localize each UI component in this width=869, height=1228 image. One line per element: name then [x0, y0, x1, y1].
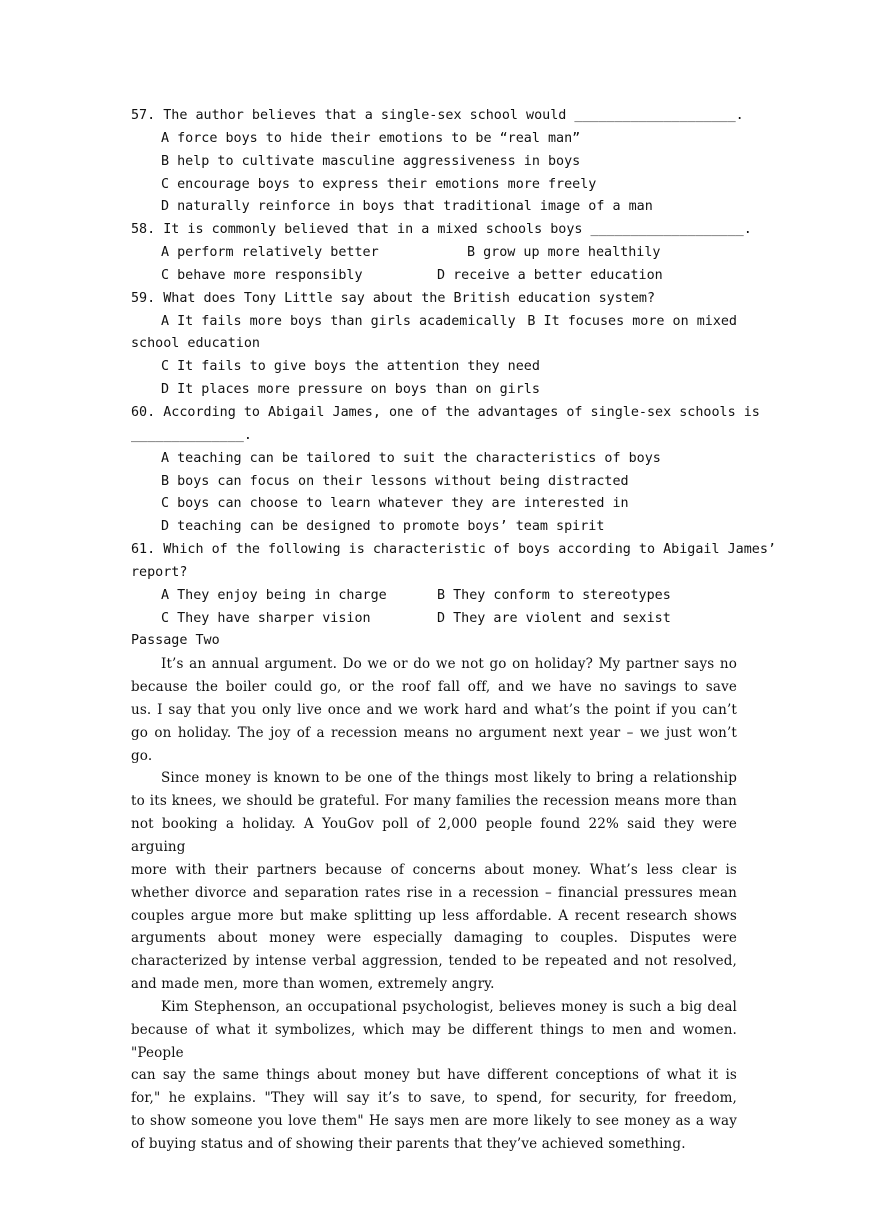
question-60-option-d: D teaching can be designed to promote boys’ team spirit	[161, 519, 605, 535]
passage-line: for," he explains. "They will say it’s to save, to spend, for security, for freedom,	[131, 1090, 737, 1107]
question-57-option-b: B help to cultivate masculine aggressiveness in boys	[161, 153, 581, 169]
question-59-option-c: C It fails to give boys the attention they need	[161, 359, 540, 375]
passage-paragraph-2	[131, 767, 737, 995]
passage-line: can say the same things about money but have different conceptions of what it is	[131, 1067, 737, 1084]
question-61-stem: 61. Which of the following is characteristic of boys according to Abigail James’	[131, 542, 776, 558]
passage-line: arguments about money were especially damaging to couples. Disputes were	[131, 930, 737, 947]
question-59-stem: 59. What does Tony Little say about the British education system?	[131, 290, 656, 306]
question-59-option-b: B It focuses more on mixed	[527, 313, 737, 329]
passage-line: because the boiler could go, or the roof fall off, and we have no savings to save	[131, 679, 737, 696]
question-57-option-a: A force boys to hide their emotions to be “real man”	[161, 130, 581, 146]
question-61-option-b: B They conform to stereotypes	[437, 587, 671, 603]
question-58-option-a: A perform relatively better	[161, 245, 379, 261]
passage-line: to show someone you love them" He says men are more likely to see money as a way	[131, 1113, 737, 1130]
question-57-option-c: C encourage boys to express their emotions more freely	[161, 176, 597, 192]
passage-line: not booking a holiday. A YouGov poll of 2,000 people found 22% said they were arguing	[131, 816, 737, 855]
question-59-option-b-continued: school education	[131, 336, 260, 352]
question-61-stem-continued: report?	[131, 564, 188, 580]
passage-line: couples argue more but make splitting up less affordable. A recent research shows	[131, 907, 737, 924]
question-57-stem: 57. The author believes that a single-sex school would ____________________.	[131, 108, 744, 123]
question-58-options-row-1	[131, 242, 737, 265]
question-60-option-c: C boys can choose to learn whatever they are interested in	[161, 496, 629, 512]
passage-line: It’s an annual argument. Do we or do we not go on holiday? My partner says no	[161, 656, 737, 673]
passage-line: and made men, more than women, extremely angry.	[131, 976, 495, 993]
passage-line: go on holiday. The joy of a recession means no argument next year – we just won’t	[131, 724, 737, 741]
question-57-option-d: D naturally reinforce in boys that traditional image of a man	[161, 199, 653, 215]
question-58-option-c: C behave more responsibly	[161, 267, 363, 283]
passage-line: Since money is known to be one of the things most likely to bring a relationship	[161, 770, 737, 787]
question-58-stem: 58. It is commonly believed that in a mixed schools boys ___________________.	[131, 222, 752, 238]
passage-line: to its knees, we should be grateful. For many families the recession means more than	[131, 793, 737, 810]
question-58-options-row-2	[131, 265, 737, 288]
passage-heading: Passage Two	[131, 633, 220, 649]
passage-line: Kim Stephenson, an occupational psychologist, believes money is such a big deal	[161, 998, 737, 1015]
passage-line: go.	[131, 747, 153, 764]
question-61-options-row-2	[131, 608, 737, 631]
question-60-option-b: B boys can focus on their lessons without being distracted	[161, 473, 629, 489]
question-60-option-a: A teaching can be tailored to suit the characteristics of boys	[161, 450, 661, 466]
question-59-option-a: A It fails more boys than girls academically	[161, 313, 516, 329]
passage-line: of buying status and of showing their parents that they’ve achieved something.	[131, 1135, 686, 1152]
question-61-options-row-1	[131, 585, 737, 608]
question-61-option-a: A They enjoy being in charge	[161, 587, 387, 603]
passage-line: because of what it symbolizes, which may be different things to men and women. "People	[131, 1021, 737, 1061]
question-59-option-d: D It places more pressure on boys than on girls	[161, 382, 540, 398]
passage-line: characterized by intense verbal aggression, tended to be repeated and not resolved,	[131, 953, 737, 970]
question-58-option-d: D receive a better education	[437, 267, 663, 283]
passage-line: whether divorce and separation rates rise in a recession – financial pressures mean	[131, 884, 737, 901]
question-60-stem-blank: ______________.	[131, 427, 252, 443]
question-60-stem: 60. According to Abigail James, one of the advantages of single-sex schools is	[131, 404, 760, 420]
question-59-options-row-1	[131, 311, 737, 334]
passage-line: us. I say that you only live once and we work hard and what’s the point if you can’t	[131, 701, 737, 718]
document-page	[131, 105, 776, 1156]
passage-line: more with their partners because of concerns about money. What’s less clear is	[131, 861, 737, 878]
question-61-option-c: C They have sharper vision	[161, 610, 371, 626]
question-58-option-b: B grow up more healthily	[467, 245, 661, 261]
passage-paragraph-1	[131, 653, 737, 767]
passage-paragraph-3	[131, 996, 737, 1156]
question-61-option-d: D They are violent and sexist	[437, 610, 671, 626]
passage-body	[131, 653, 737, 1156]
